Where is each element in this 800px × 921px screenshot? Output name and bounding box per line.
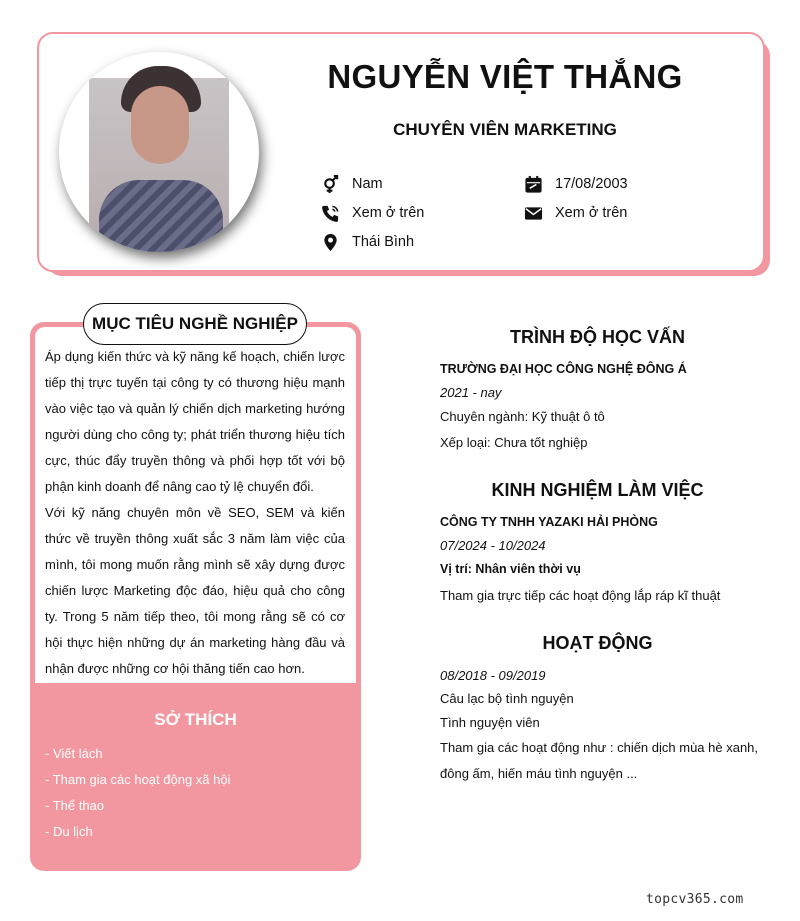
email-row	[523, 203, 627, 223]
candidate-name: NGUYỄN VIỆT THẮNG	[327, 58, 683, 95]
activities-title: HOẠT ĐỘNG	[542, 633, 653, 653]
watermark: topcv365.com	[646, 892, 744, 907]
education-rank: Xếp loại: Chưa tốt nghiệp	[440, 435, 588, 450]
birthdate-row	[523, 174, 628, 194]
email-value: Xem ở trên	[555, 205, 628, 221]
activities-organization: Câu lạc bộ tình nguyện	[440, 691, 574, 706]
gender-icon	[320, 174, 340, 194]
address-row	[320, 232, 414, 252]
phone-value: Xem ở trên	[352, 205, 425, 221]
objective-paragraph: Áp dụng kiến thức và kỹ năng kế hoạch, chiến lược tiếp thị trực tuyến tại công ty có thương hiệu mạnh vào việc tạo và quản lý chiến dịch marketing hướng người dùng cho công ty; phát triển thương hiệu tích cực, thúc đẩy truyền thông và phối hợp tốt với bộ phận kinh doanh để nâng cao tỷ lệ chuyển đổi.	[45, 349, 345, 494]
objective-title: MỤC TIÊU NGHỀ NGHIỆP	[83, 303, 307, 345]
hobby-item: - Thể thao	[45, 798, 105, 813]
activities-description: Tham gia các hoạt động như : chiến dịch mùa hè xanh, đông ấm, hiến máu tình nguyện ...	[440, 740, 759, 781]
education-period: 2021 - nay	[440, 385, 502, 400]
hobbies-title: SỞ THÍCH	[154, 710, 237, 729]
calendar-icon	[523, 174, 543, 194]
education-major: Chuyên ngành: Kỹ thuật ô tô	[440, 409, 605, 424]
address-value: Thái Bình	[352, 234, 415, 250]
hobby-item: - Viết lách	[45, 746, 103, 761]
activities-period: 08/2018 - 09/2019	[440, 668, 546, 683]
hobby-item: - Tham gia các hoạt động xã hội	[45, 772, 231, 787]
gender-value: Nam	[352, 176, 383, 192]
education-title: TRÌNH ĐỘ HỌC VẤN	[510, 327, 685, 347]
phone-icon	[320, 203, 340, 223]
hobby-item: - Du lịch	[45, 824, 93, 839]
candidate-position: CHUYÊN VIÊN MARKETING	[393, 120, 617, 139]
avatar	[59, 52, 259, 252]
email-icon	[523, 203, 543, 223]
experience-period: 07/2024 - 10/2024	[440, 538, 546, 553]
hobbies-list	[45, 741, 231, 845]
location-icon	[320, 232, 340, 252]
experience-title: KINH NGHIỆM LÀM VIỆC	[491, 480, 704, 500]
objective-paragraph: Với kỹ năng chuyên môn về SEO, SEM và kiến thức về truyền thông xuất sắc 3 năm làm việc của mình, tôi mong muốn rằng mình sẽ xây dựng được chiến lược Marketing độc đáo, hiệu quả cho công ty. Trong 5 năm tiếp theo, tôi mong rằng sẽ có cơ hội thực hiện những dự án marketing hàng đầu và nhận được những cơ hội thăng tiến cao hơn.	[45, 505, 345, 676]
experience-company: CÔNG TY TNHH YAZAKI HẢI PHÒNG	[440, 515, 658, 529]
activities-role: Tình nguyện viên	[440, 715, 540, 730]
gender-row	[320, 174, 383, 194]
avatar-face	[131, 86, 189, 164]
birthdate-value: 17/08/2003	[555, 176, 628, 192]
phone-row	[320, 203, 424, 223]
avatar-shirt	[99, 180, 223, 252]
education-school: TRƯỜNG ĐẠI HỌC CÔNG NGHỆ ĐÔNG Á	[440, 362, 687, 376]
experience-role: Vị trí: Nhân viên thời vụ	[440, 562, 581, 576]
objective-text	[45, 344, 345, 682]
experience-description: Tham gia trực tiếp các hoạt động lắp ráp kĩ thuật	[440, 588, 721, 603]
